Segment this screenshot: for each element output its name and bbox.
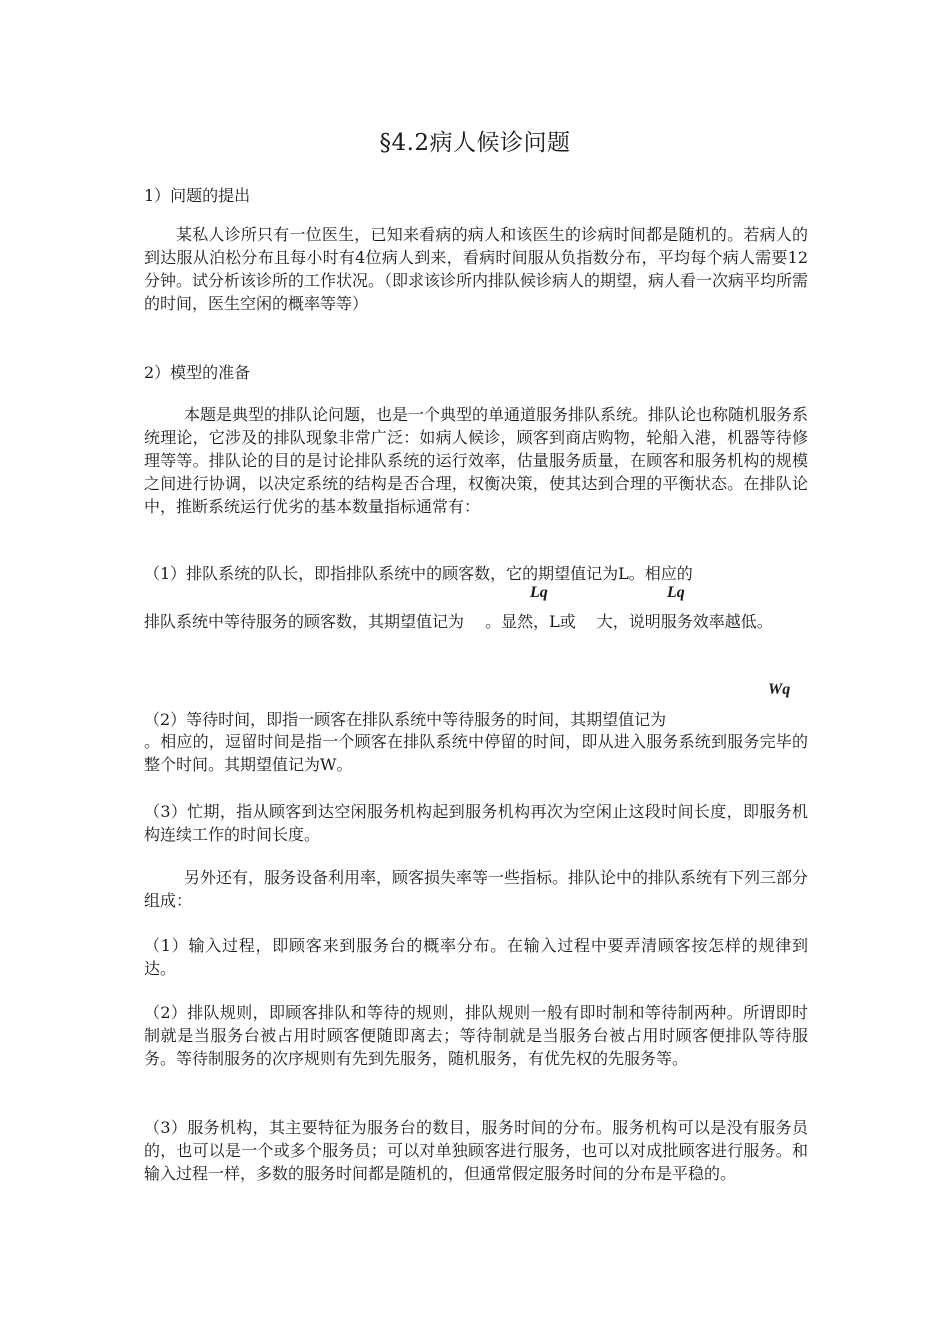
indicator-3: （3）忙期，指从顾客到达空闲服务机构起到服务机构再次为空闲止这段时间长度，即服务机构连续工作的时间长度。 (144, 802, 808, 844)
problem-paragraph: 某私人诊所只有一位医生，已知来看病的病人和该医生的诊病时间都是随机的。若病人的到达服从泊松分布且每小时有4位病人到来，看病时间服从负指数分布，平均每个病人需要12分钟。试分析该诊所的工作状况。（即求该诊所内排队候诊病人的期望，病人看一次病平均所需的时间，医生空闲的概率等等） (144, 225, 809, 313)
component-queue-rules: （2）排队规则，即顾客排队和等待的规则，排队规则一般有即时制和等待制两种。所谓即时制就是当服务台被占用时顾客便随即离去；等待制就是当服务台被占用时顾客便排队等待服务。等待制服务的次序规则有先到先服务，随机服务，有优先权的先服务等。 (144, 1003, 808, 1068)
formula-lq-2: Lq (667, 584, 685, 601)
section-heading-model-prep: 2）模型的准备 (144, 363, 251, 382)
indicator-1-line2: 排队系统中等待服务的顾客数，其期望值记为 。显然，L或 大，说明服务效率越低。 (144, 612, 773, 631)
model-prep-paragraph: 本题是典型的排队论问题，也是一个典型的单通道服务排队系统。排队论也称随机服务系统理论，它涉及的排队现象非常广泛：如病人候诊，顾客到商店购物，轮船入港，机器等待修理等等。排队论的目的是讨论排队系统的运行效率，估量服务质量，在顾客和服务机构的规模之间进行协调，以决定系统的结构是否合理，权衡决策，使其达到合理的平衡状态。在排队论中，推断系统运行优劣的基本数量指标通常有： (144, 405, 809, 516)
indicator-2-line1: （2）等待时间，即指一顾客在排队系统中等待服务的时间，其期望值记为 (144, 710, 667, 729)
formula-wq: Wq (768, 681, 791, 698)
formula-lq-1: Lq (530, 584, 548, 601)
section-heading-problem: 1）问题的提出 (144, 186, 251, 205)
page-title: §4.2病人候诊问题 (379, 130, 571, 156)
component-service-mechanism: （3）服务机构，其主要特征为服务台的数目，服务时间的分布。服务机构可以是没有服务员的，也可以是一个或多个服务员；可以对单独顾客进行服务，也可以对成批顾客进行服务。和输入过程一样，多数的服务时间都是随机的，但通常假定服务时间的分布是平稳的。 (144, 1118, 808, 1183)
components-intro-paragraph: 另外还有，服务设备利用率，顾客损失率等一些指标。排队论中的排队系统有下列三部分组成： (144, 868, 809, 910)
component-input-process: （1）输入过程，即顾客来到服务台的概率分布。在输入过程中要弄清顾客按怎样的规律到达。 (144, 936, 808, 978)
indicator-2-line2: 。相应的，逗留时间是指一个顾客在排队系统中停留的时间，即从进入服务系统到服务完毕的整个时间。其期望值记为W。 (144, 732, 808, 774)
indicator-1-line1: （1）排队系统的队长，即指排队系统中的顾客数，它的期望值记为L。相应的 (144, 564, 693, 583)
